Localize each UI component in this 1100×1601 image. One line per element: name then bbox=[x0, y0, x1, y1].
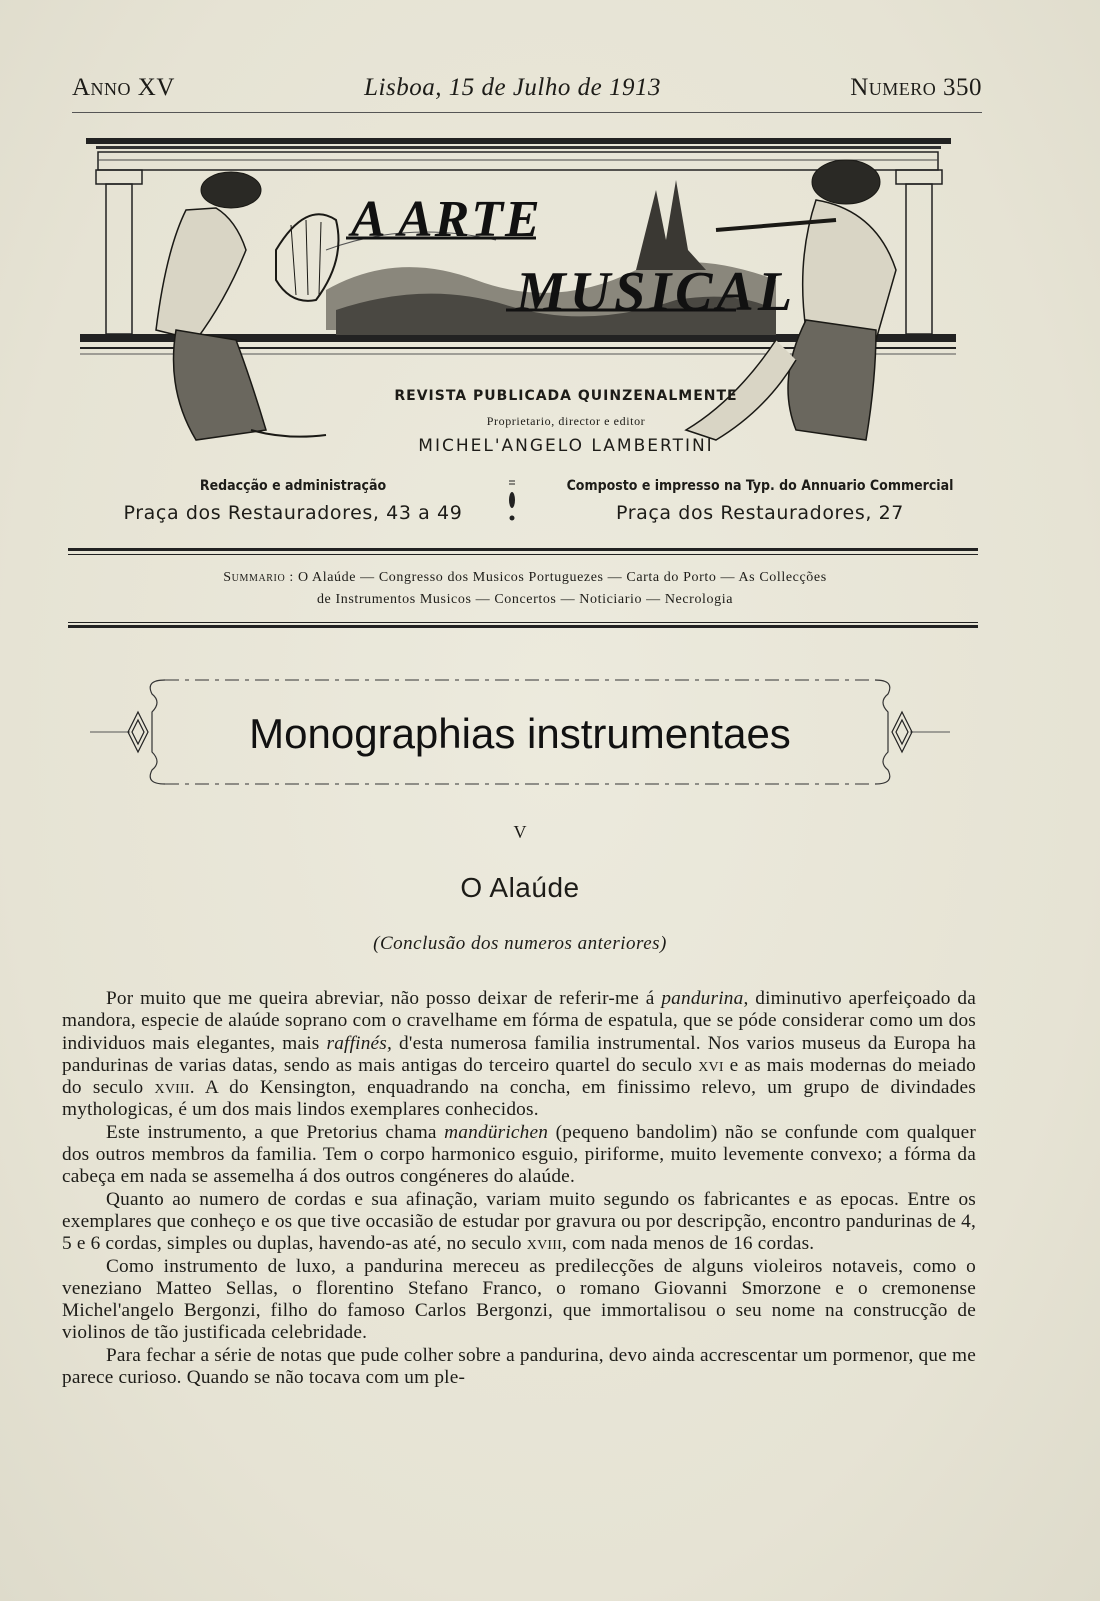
section-title: Monographias instrumentaes bbox=[249, 710, 791, 757]
summary-line1: O Alaúde — Congresso dos Musicos Portuguezes — Carta do Porto — As Collecções bbox=[297, 570, 827, 585]
paragraph: Como instrumento de luxo, a pandurina mereceu as predilecções de alguns violeiros notaveis, como o veneziano Matteo Sellas, o florentino Stefano Franco, o romano Giovanni Smorzone e o cremonense Michel'angelo Bergonzi, filho do famoso Carlos Bergonzi, que immortalisou o seu nome na construcção de violinos de tão justificada celebridade. bbox=[62, 1255, 976, 1344]
masthead-tagline: REVISTA PUBLICADA QUINZENALMENTE bbox=[394, 388, 738, 404]
section-title-frame bbox=[90, 672, 950, 802]
address-printer-label: Composto e impresso na Typ. do Annuario Commercial bbox=[566, 478, 954, 494]
issue-year: Anno XV bbox=[72, 74, 175, 101]
masthead-role: Proprietario, director e editor bbox=[486, 414, 646, 428]
chapter-number: V bbox=[513, 822, 527, 842]
summary bbox=[110, 567, 940, 611]
address-editorial bbox=[108, 478, 478, 524]
paragraph: Quanto ao numero de cordas e sua afinação, variam muito segundo os fabricantes e as epocas. Entre os exemplares que conheço e os que tive occasião de estudar por gravura ou por descripção, encontro pandurinas de 4, 5 e 6 cordas, simples ou duplas, havendo-as até, no seculo xviii, com nada menos de 16 cordas. bbox=[62, 1188, 976, 1255]
summary-rule-top bbox=[68, 548, 978, 555]
summary-label: Summario : bbox=[223, 570, 294, 585]
masthead-title-2: MUSICAL bbox=[516, 261, 797, 323]
summary-rule-bottom bbox=[68, 622, 978, 628]
address-editorial-label: Redacção e administração bbox=[199, 478, 387, 494]
masthead-owner: MICHEL'ANGELO LAMBERTINI bbox=[418, 436, 714, 456]
summary-line2: de Instrumentos Musicos — Concertos — Noticiario — Necrologia bbox=[316, 592, 734, 607]
paragraph: Para fechar a série de notas que pude colher sobre a pandurina, devo ainda accrescentar um pormenor, que me parece curioso. Quando se não tocava com um ple- bbox=[62, 1344, 976, 1389]
masthead bbox=[76, 130, 976, 460]
address-printer bbox=[540, 478, 980, 524]
running-header bbox=[72, 74, 982, 102]
address-editorial-value: Praça dos Restauradores, 43 a 49 bbox=[123, 502, 463, 524]
issue-number: Numero 350 bbox=[850, 74, 982, 101]
article-body bbox=[62, 988, 976, 1389]
masthead-title: A ARTE bbox=[351, 191, 542, 248]
place-date: Lisboa, 15 de Julho de 1913 bbox=[364, 74, 661, 101]
paragraph: Por muito que me queira abreviar, não posso deixar de referir-me á pandurina, diminutivo aperfeiçoado da mandora, especie de alaúde soprano com o cravelhame em fórma de espatula, que se póde considerar como um dos individuos mais elegantes, mais raffinés, d'esta numerosa familia instrumental. Nos varios museus da Europa ha pandurinas de varias datas, sendo as mais antigas do terceiro quartel do seculo xvi e as mais modernas do meiado do seculo xviii. A do Kensington, enquadrando na concha, em finissimo relevo, um grupo de divindades mythologicas, é um dos mais lindos exemplares conhecidos. bbox=[62, 988, 976, 1121]
ornament-separator-icon bbox=[507, 478, 517, 528]
header-rule bbox=[72, 112, 982, 113]
paragraph: Este instrumento, a que Pretorius chama mandürichen (pequeno bandolim) não se confunde com qualquer dos outros membros da familia. Tem o corpo harmonico esguio, piriforme, muito levemente convexo; a fórma da cabeça em nada se assemelha á dos outros congéneres do alaúde. bbox=[62, 1121, 976, 1188]
address-printer-value: Praça dos Restauradores, 27 bbox=[616, 502, 904, 524]
article-title: O Alaúde bbox=[460, 872, 580, 903]
article-subtitle: (Conclusão dos numeros anteriores) bbox=[373, 933, 667, 954]
